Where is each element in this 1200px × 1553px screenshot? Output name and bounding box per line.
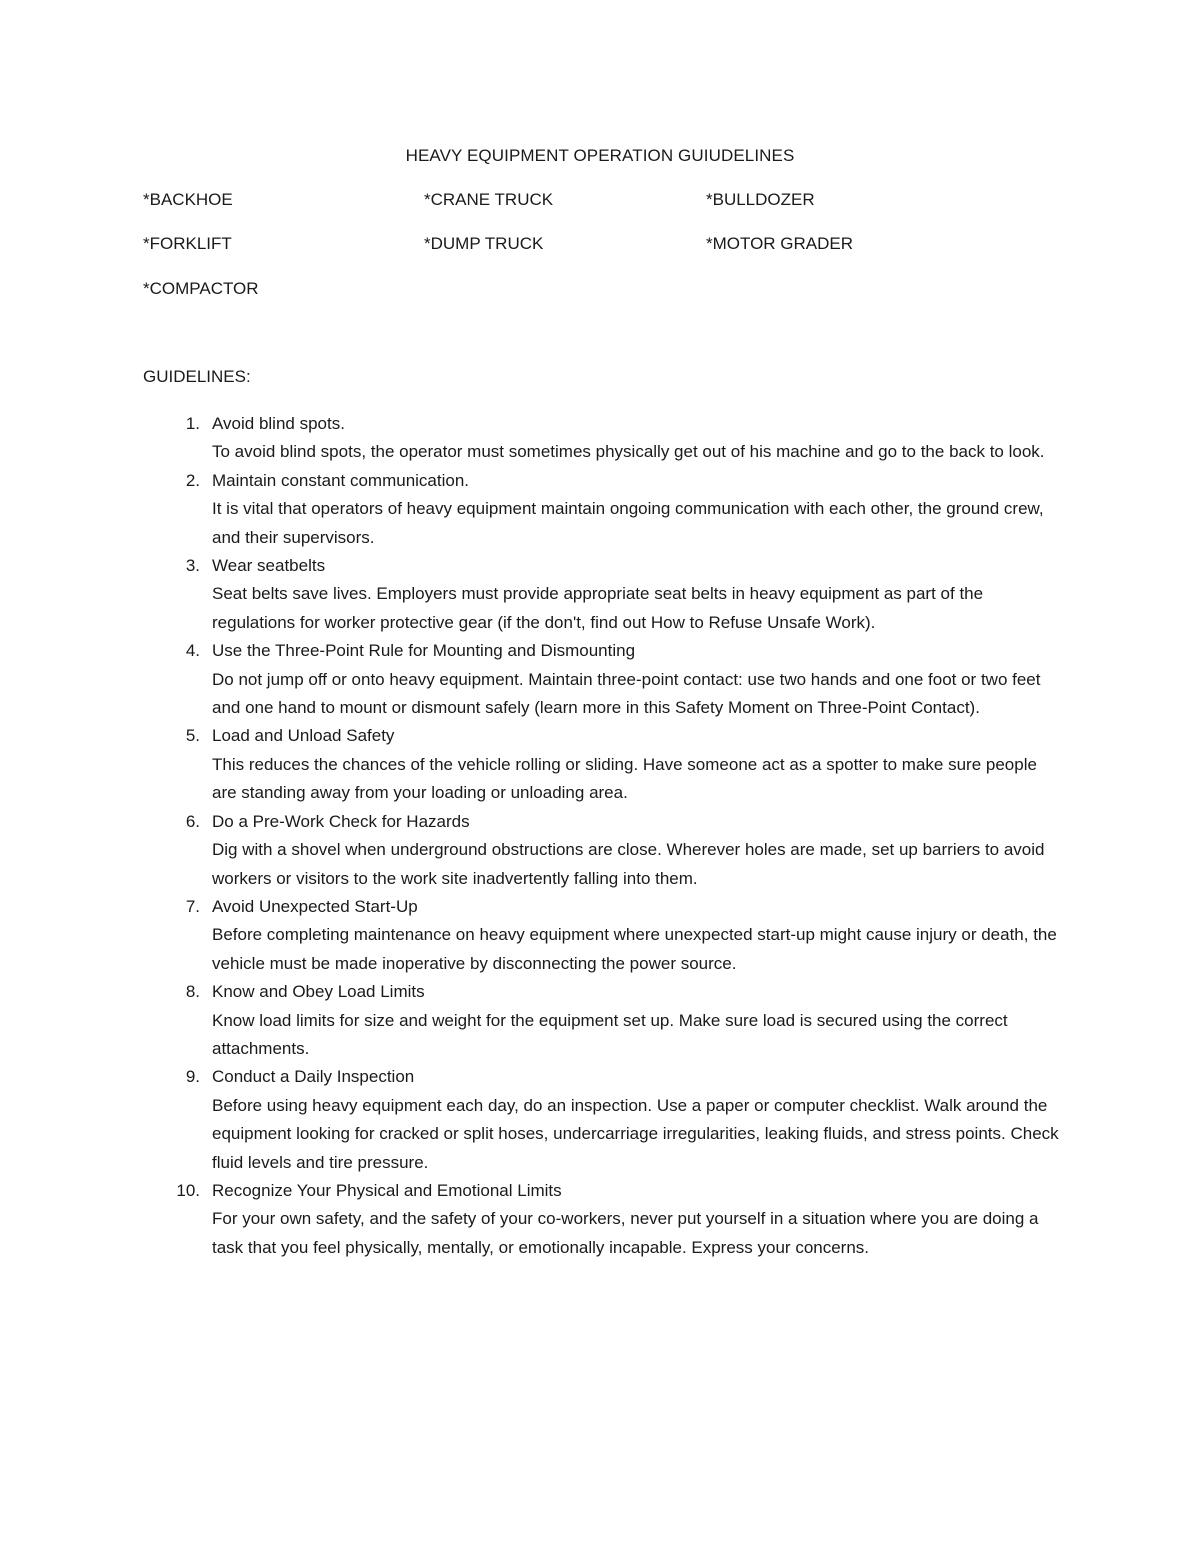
guideline-number: 9. — [185, 1067, 200, 1087]
page-title: HEAVY EQUIPMENT OPERATION GUIUDELINES — [405, 146, 795, 165]
guideline-number: 2. — [185, 470, 200, 490]
guideline-body: Seat belts save lives. Employers must provide appropriate seat belts in heavy equipment as part of the regulations for worker protective gear (if the don't, find out How to Refuse Unsafe Work). — [212, 584, 984, 632]
guideline-item — [0, 893, 1200, 978]
guideline-heading: Avoid blind spots. — [212, 414, 345, 433]
guideline-number: 10. — [176, 1180, 200, 1200]
guideline-number: 1. — [185, 414, 200, 433]
guideline-item — [0, 410, 1200, 467]
equipment-item-crane-truck: *CRANE TRUCK — [424, 190, 554, 209]
guideline-heading: Wear seatbelts — [212, 556, 326, 576]
guideline-item — [0, 467, 1200, 552]
equipment-item-dump-truck: *DUMP TRUCK — [424, 234, 544, 253]
guideline-body: Do not jump off or onto heavy equipment. Maintain three-point contact: use two hands and one foot or two feet and one hand to mount or dismount safely (learn more in this Safety Moment on Three-Point Contact). — [212, 669, 1041, 718]
equipment-item-backhoe: *BACKHOE — [143, 190, 233, 209]
guideline-heading: Maintain constant communication. — [212, 470, 470, 490]
guideline-heading: Know and Obey Load Limits — [212, 982, 425, 1002]
guideline-number: 5. — [185, 726, 200, 746]
guideline-number: 4. — [185, 641, 200, 661]
equipment-item-forklift: *FORKLIFT — [143, 234, 232, 253]
guideline-heading: Avoid Unexpected Start-Up — [212, 896, 418, 916]
guideline-body: Dig with a shovel when underground obstructions are close. Wherever holes are made, set up barriers to avoid workers or visitors to the work site inadvertently falling into them. — [212, 840, 1045, 888]
equipment-item-motor-grader: *MOTOR GRADER — [706, 234, 854, 253]
guideline-text — [212, 978, 1062, 1063]
equipment-item-bulldozer: *BULLDOZER — [706, 190, 815, 209]
guideline-heading: Recognize Your Physical and Emotional Limits — [212, 1180, 562, 1200]
guideline-body: Before completing maintenance on heavy equipment where unexpected start-up might cause injury or death, the vehicle must be made inoperative by disconnecting the power source. — [212, 925, 1057, 973]
guideline-number: 8. — [185, 982, 200, 1002]
guideline-text — [212, 893, 1062, 978]
guideline-number: 3. — [185, 556, 200, 576]
guideline-heading: Do a Pre-Work Check for Hazards — [212, 811, 470, 831]
guideline-body: Before using heavy equipment each day, do an inspection. Use a paper or computer checklist. Walk around the equipment looking for cracked or split hoses, undercarriage irregularities, leaking fluids, and stress points. Check fluid levels and tire pressure. — [212, 1095, 1059, 1172]
guideline-heading: Conduct a Daily Inspection — [212, 1067, 415, 1087]
guideline-text — [212, 552, 1062, 637]
guideline-body: For your own safety, and the safety of your co-workers, never put yourself in a situation where you are doing a task that you feel physically, mentally, or emotionally incapable. Express your concerns. — [212, 1209, 1039, 1257]
guideline-item — [0, 1177, 1200, 1262]
guideline-text — [212, 808, 1062, 893]
guideline-heading: Load and Unload Safety — [212, 726, 395, 746]
guideline-number: 7. — [185, 896, 200, 916]
guideline-item — [0, 722, 1200, 807]
guideline-text — [212, 637, 1062, 722]
guideline-item — [0, 1063, 1200, 1177]
guideline-body: It is vital that operators of heavy equipment maintain ongoing communication with each other, the ground crew, and their supervisors. — [212, 499, 1044, 547]
guidelines-list — [0, 410, 1200, 1262]
guideline-heading: Use the Three-Point Rule for Mounting and Dismounting — [212, 641, 636, 661]
guideline-body: This reduces the chances of the vehicle rolling or sliding. Have someone act as a spotter to make sure people are standing away from your loading or unloading area. — [212, 754, 1037, 803]
guideline-text — [212, 467, 1062, 552]
guideline-text — [212, 1177, 1062, 1262]
guideline-item — [0, 552, 1200, 637]
guideline-item — [0, 978, 1200, 1063]
guideline-item — [0, 808, 1200, 893]
guideline-number: 6. — [185, 811, 200, 831]
equipment-item-compactor: *COMPACTOR — [143, 279, 259, 298]
guideline-item — [0, 637, 1200, 722]
guideline-body: Know load limits for size and weight for the equipment set up. Make sure load is secured using the correct attachments. — [212, 1010, 1008, 1058]
guideline-body: To avoid blind spots, the operator must sometimes physically get out of his machine and go to the back to look. — [212, 442, 1045, 462]
guideline-text — [212, 1063, 1062, 1177]
guidelines-label: GUIDELINES: — [143, 367, 251, 386]
guideline-text — [212, 410, 1062, 467]
guideline-text — [212, 722, 1062, 807]
